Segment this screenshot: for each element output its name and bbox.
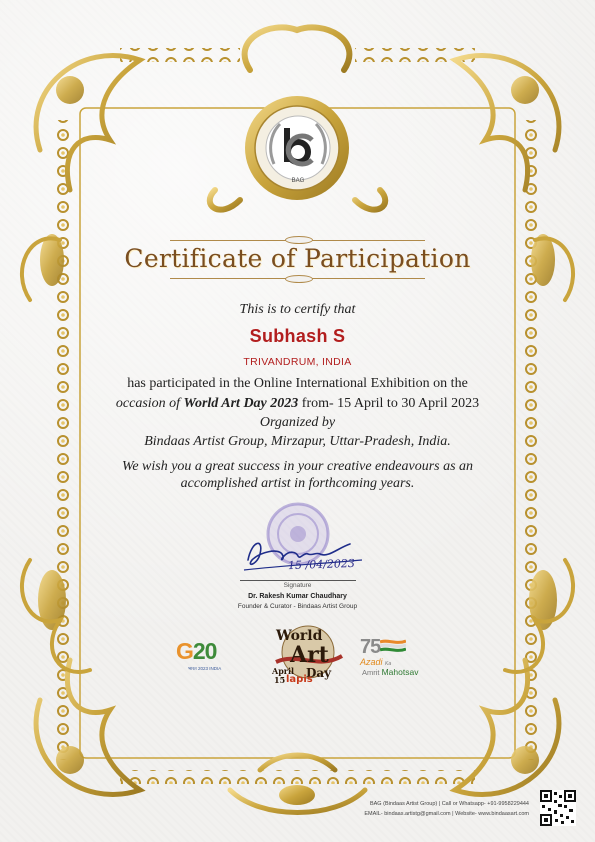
world-art-day-logo: [268, 622, 346, 688]
wish-line-2: accomplished artist in forthcoming years.: [180, 476, 415, 491]
amrit-mahotsav-text: Amrit Mahotsav: [362, 667, 419, 677]
organized-by: Organized by: [259, 415, 336, 430]
wad-world: World: [276, 628, 323, 644]
title-ornament-bottom: [285, 275, 313, 283]
wad-april: April: [272, 666, 295, 676]
signature-caption: Signature: [283, 582, 312, 589]
azadi-ka-amrit-mahotsav-logo: [358, 636, 428, 678]
footer-email-website: EMAIL- bindaas.artistg@gmail.com | Website- www.bindaasart.com: [364, 811, 529, 817]
g20-logo-subtitle: भारत 2023 INDIA: [188, 666, 222, 671]
event-dates: from- 15 April to 30 April 2023: [298, 396, 480, 411]
azadi-text: Azadi Ka: [360, 657, 392, 667]
wad-brand: lapis: [286, 674, 313, 685]
certificate-title: Certificate of Participation: [124, 244, 471, 273]
g20-logo: [176, 638, 246, 676]
event-name: World Art Day 2023: [183, 396, 299, 411]
logo-tag: BAG: [291, 178, 305, 184]
signer-name: Dr. Rakesh Kumar Chaudhary: [248, 593, 347, 600]
certify-text: This is to certify that: [239, 302, 356, 317]
wad-date: 15: [274, 675, 286, 685]
signature-line: [240, 580, 356, 581]
g20-logo-text: G20: [176, 638, 217, 664]
body-line-1: has participated in the Online International Exhibition on the: [127, 376, 468, 391]
wad-art: Art: [290, 642, 329, 668]
title-ornament: [285, 236, 313, 244]
signer-role: Founder & Curator - Bindaas Artist Group: [237, 603, 358, 610]
signature-date: 15 /04/2023: [287, 556, 356, 573]
body-line-2: [0, 395, 595, 413]
tricolor-flag-icon: [380, 639, 406, 653]
organizer-name: Bindaas Artist Group, Mirzapur, Uttar-Pradesh, India.: [144, 434, 451, 449]
footer-contact: BAG (Bindaas Artist Group) | Call or Whatsapp- +91-9958229444: [369, 801, 529, 807]
recipient-name: Subhash S: [249, 326, 346, 346]
qr-code-icon: [540, 790, 576, 826]
body-line-2-prefix: occasion of: [115, 396, 184, 411]
wad-day: Day: [306, 666, 332, 680]
wish-line-1: We wish you a great success in your creative endeavours as an: [121, 459, 474, 474]
recipient-location: TRIVANDRUM, INDIA: [243, 356, 352, 368]
azadi-75: 75: [360, 636, 381, 658]
